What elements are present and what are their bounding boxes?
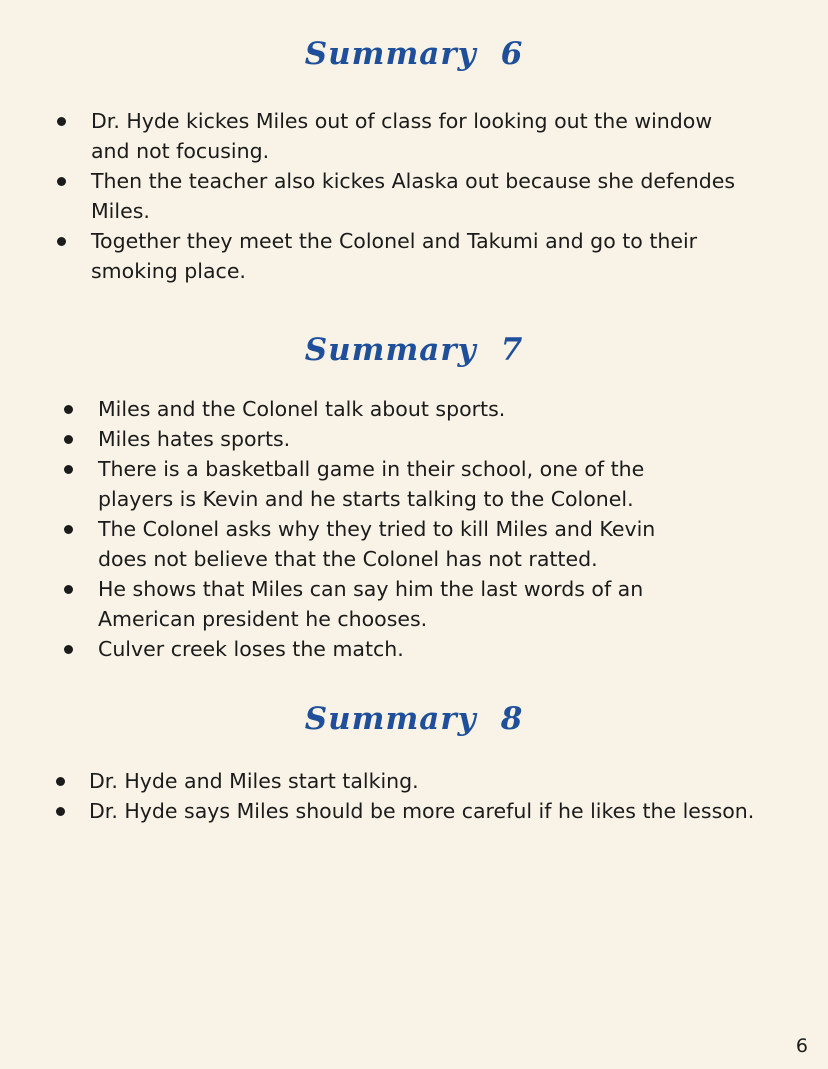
list-item: The Colonel asks why they tried to kill Miles and Kevin does not believe that the Colonel has not ratted.	[98, 514, 655, 574]
summary-8-heading	[0, 701, 828, 737]
list-item: He shows that Miles can say him the last words of an American president he chooses.	[98, 574, 655, 634]
bullet-icon	[64, 465, 73, 474]
summary-6-number: 6	[500, 36, 524, 72]
list-item: Then the teacher also kickes Alaska out because she defendes Miles.	[91, 166, 735, 226]
list-item: Together they meet the Colonel and Takumi and go to their smoking place.	[91, 226, 735, 286]
list-item: There is a basketball game in their school, one of the players is Kevin and he starts talking to the Colonel.	[98, 454, 655, 514]
bullet-icon	[64, 585, 73, 594]
bullet-icon	[64, 405, 73, 414]
list-item: Culver creek loses the match.	[98, 634, 655, 664]
list-item: Miles and the Colonel talk about sports.	[98, 394, 655, 424]
bullet-icon	[57, 117, 66, 126]
summary-6-list	[91, 106, 735, 286]
bullet-icon	[64, 645, 73, 654]
list-item: Dr. Hyde and Miles start talking.	[89, 766, 754, 796]
summary-7-number: 7	[500, 332, 524, 368]
list-item: Dr. Hyde kickes Miles out of class for looking out the window and not focusing.	[91, 106, 735, 166]
summary-7-title: Summary	[304, 332, 477, 368]
bullet-icon	[57, 237, 66, 246]
bullet-icon	[57, 177, 66, 186]
bullet-icon	[56, 777, 65, 786]
summary-8-number: 8	[500, 701, 524, 737]
bullet-icon	[56, 807, 65, 816]
list-item: Miles hates sports.	[98, 424, 655, 454]
bullet-icon	[64, 525, 73, 534]
summary-8-list	[89, 766, 754, 826]
summary-7-list	[98, 394, 655, 664]
summary-8-title: Summary	[304, 701, 477, 737]
summary-6-heading	[0, 36, 828, 72]
summary-7-heading	[0, 332, 828, 368]
page-number: 6	[795, 1035, 808, 1057]
summary-6-title: Summary	[304, 36, 477, 72]
bullet-icon	[64, 435, 73, 444]
list-item: Dr. Hyde says Miles should be more careful if he likes the lesson.	[89, 796, 754, 826]
